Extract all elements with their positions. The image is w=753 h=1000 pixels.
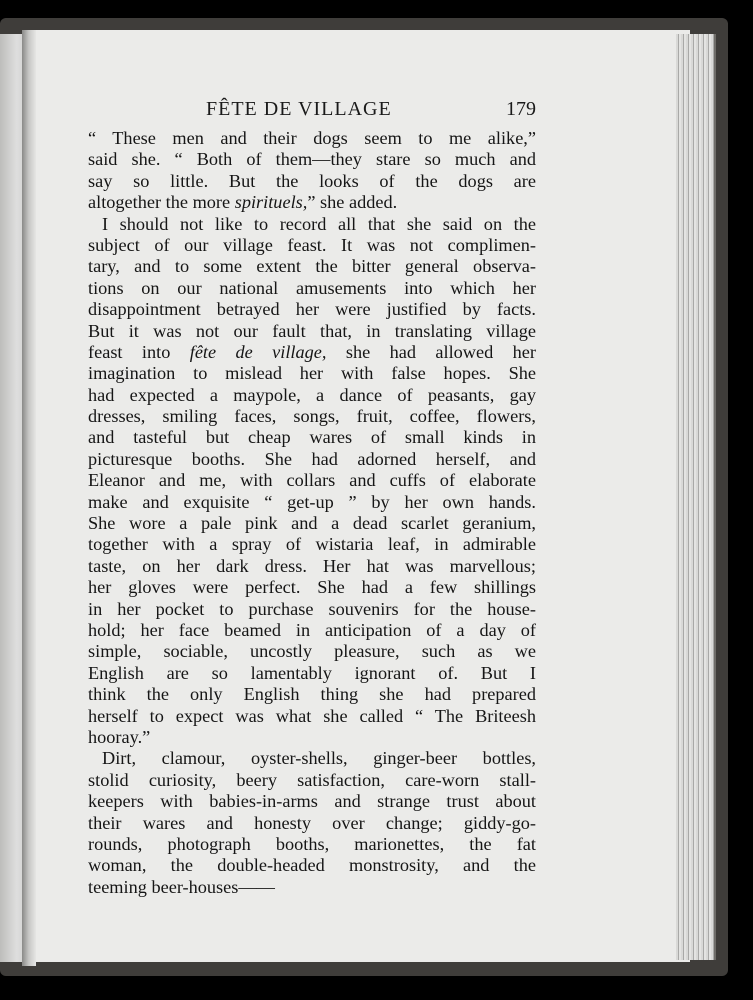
text-line: keepers with babies-in-arms and strange trust about <box>88 791 536 812</box>
running-head <box>88 96 536 124</box>
text-line: I should not like to record all that she said on the <box>102 213 536 234</box>
text-line: hooray.” <box>88 726 151 747</box>
text-line: imagination to mislead her with false hopes. She <box>88 363 536 384</box>
page-edges <box>676 34 716 960</box>
text-line: had expected a maypole, a dance of peasants, gay <box>88 384 536 405</box>
text-line: disappointment betrayed her were justified by facts. <box>88 299 536 320</box>
text-line: teeming beer-houses—— <box>88 876 275 897</box>
text-line: say so little. But the looks of the dogs are <box>88 170 536 191</box>
text-line: stolid curiosity, beery satisfaction, care-worn stall- <box>88 769 536 790</box>
text-line: her gloves were perfect. She had a few shillings <box>88 577 536 598</box>
text-line: “ These men and their dogs seem to me alike,” <box>88 128 536 148</box>
text-line: English are so lamentably ignorant of. But I <box>88 662 536 683</box>
text-line: their wares and honesty over change; giddy-go- <box>88 812 536 833</box>
text-line: together with a spray of wistaria leaf, in admirable <box>88 534 536 555</box>
text-line: hold; her face beamed in anticipation of a day of <box>88 619 536 640</box>
text-line: Eleanor and me, with collars and cuffs of elaborate <box>88 470 536 491</box>
text-line: tary, and to some extent the bitter general observa- <box>88 256 536 277</box>
text-line: make and exquisite “ get-up ” by her own hands. <box>88 491 536 512</box>
text-line: tions on our national amusements into which her <box>88 277 536 298</box>
text-line: Dirt, clamour, oyster-shells, ginger-beer bottles, <box>102 748 536 769</box>
text-line: and tasteful but cheap wares of small kinds in <box>88 427 536 448</box>
text-line: But it was not our fault that, in translating village <box>88 320 536 341</box>
page-gutter <box>22 30 36 966</box>
text-line: in her pocket to purchase souvenirs for the house- <box>88 598 536 619</box>
running-head-title: FÊTE DE VILLAGE <box>206 98 392 120</box>
text-line: picturesque booths. She had adorned herself, and <box>88 448 536 469</box>
text-line: simple, sociable, uncostly pleasure, such as we <box>88 641 536 662</box>
text-line: think the only English thing she had prepared <box>88 684 536 705</box>
text-line: feast into fête de village, she had allowed her <box>88 341 536 362</box>
text-line: She wore a pale pink and a dead scarlet geranium, <box>88 513 536 534</box>
page-number: 179 <box>506 98 536 120</box>
text-line: said she. “ Both of them—they stare so much and <box>88 149 536 170</box>
text-line: rounds, photograph booths, marionettes, the fat <box>88 833 536 854</box>
text-line: dresses, smiling faces, songs, fruit, coffee, flowers, <box>88 406 536 427</box>
text-line: altogether the more spirituels,” she added. <box>88 192 398 213</box>
body-text <box>88 128 536 898</box>
text-line: taste, on her dark dress. Her hat was marvellous; <box>88 555 536 576</box>
text-line: subject of our village feast. It was not complimen- <box>88 234 536 255</box>
text-line: woman, the double-headed monstrosity, and the <box>88 855 536 876</box>
text-line: herself to expect was what she called “ The Briteesh <box>88 705 536 726</box>
